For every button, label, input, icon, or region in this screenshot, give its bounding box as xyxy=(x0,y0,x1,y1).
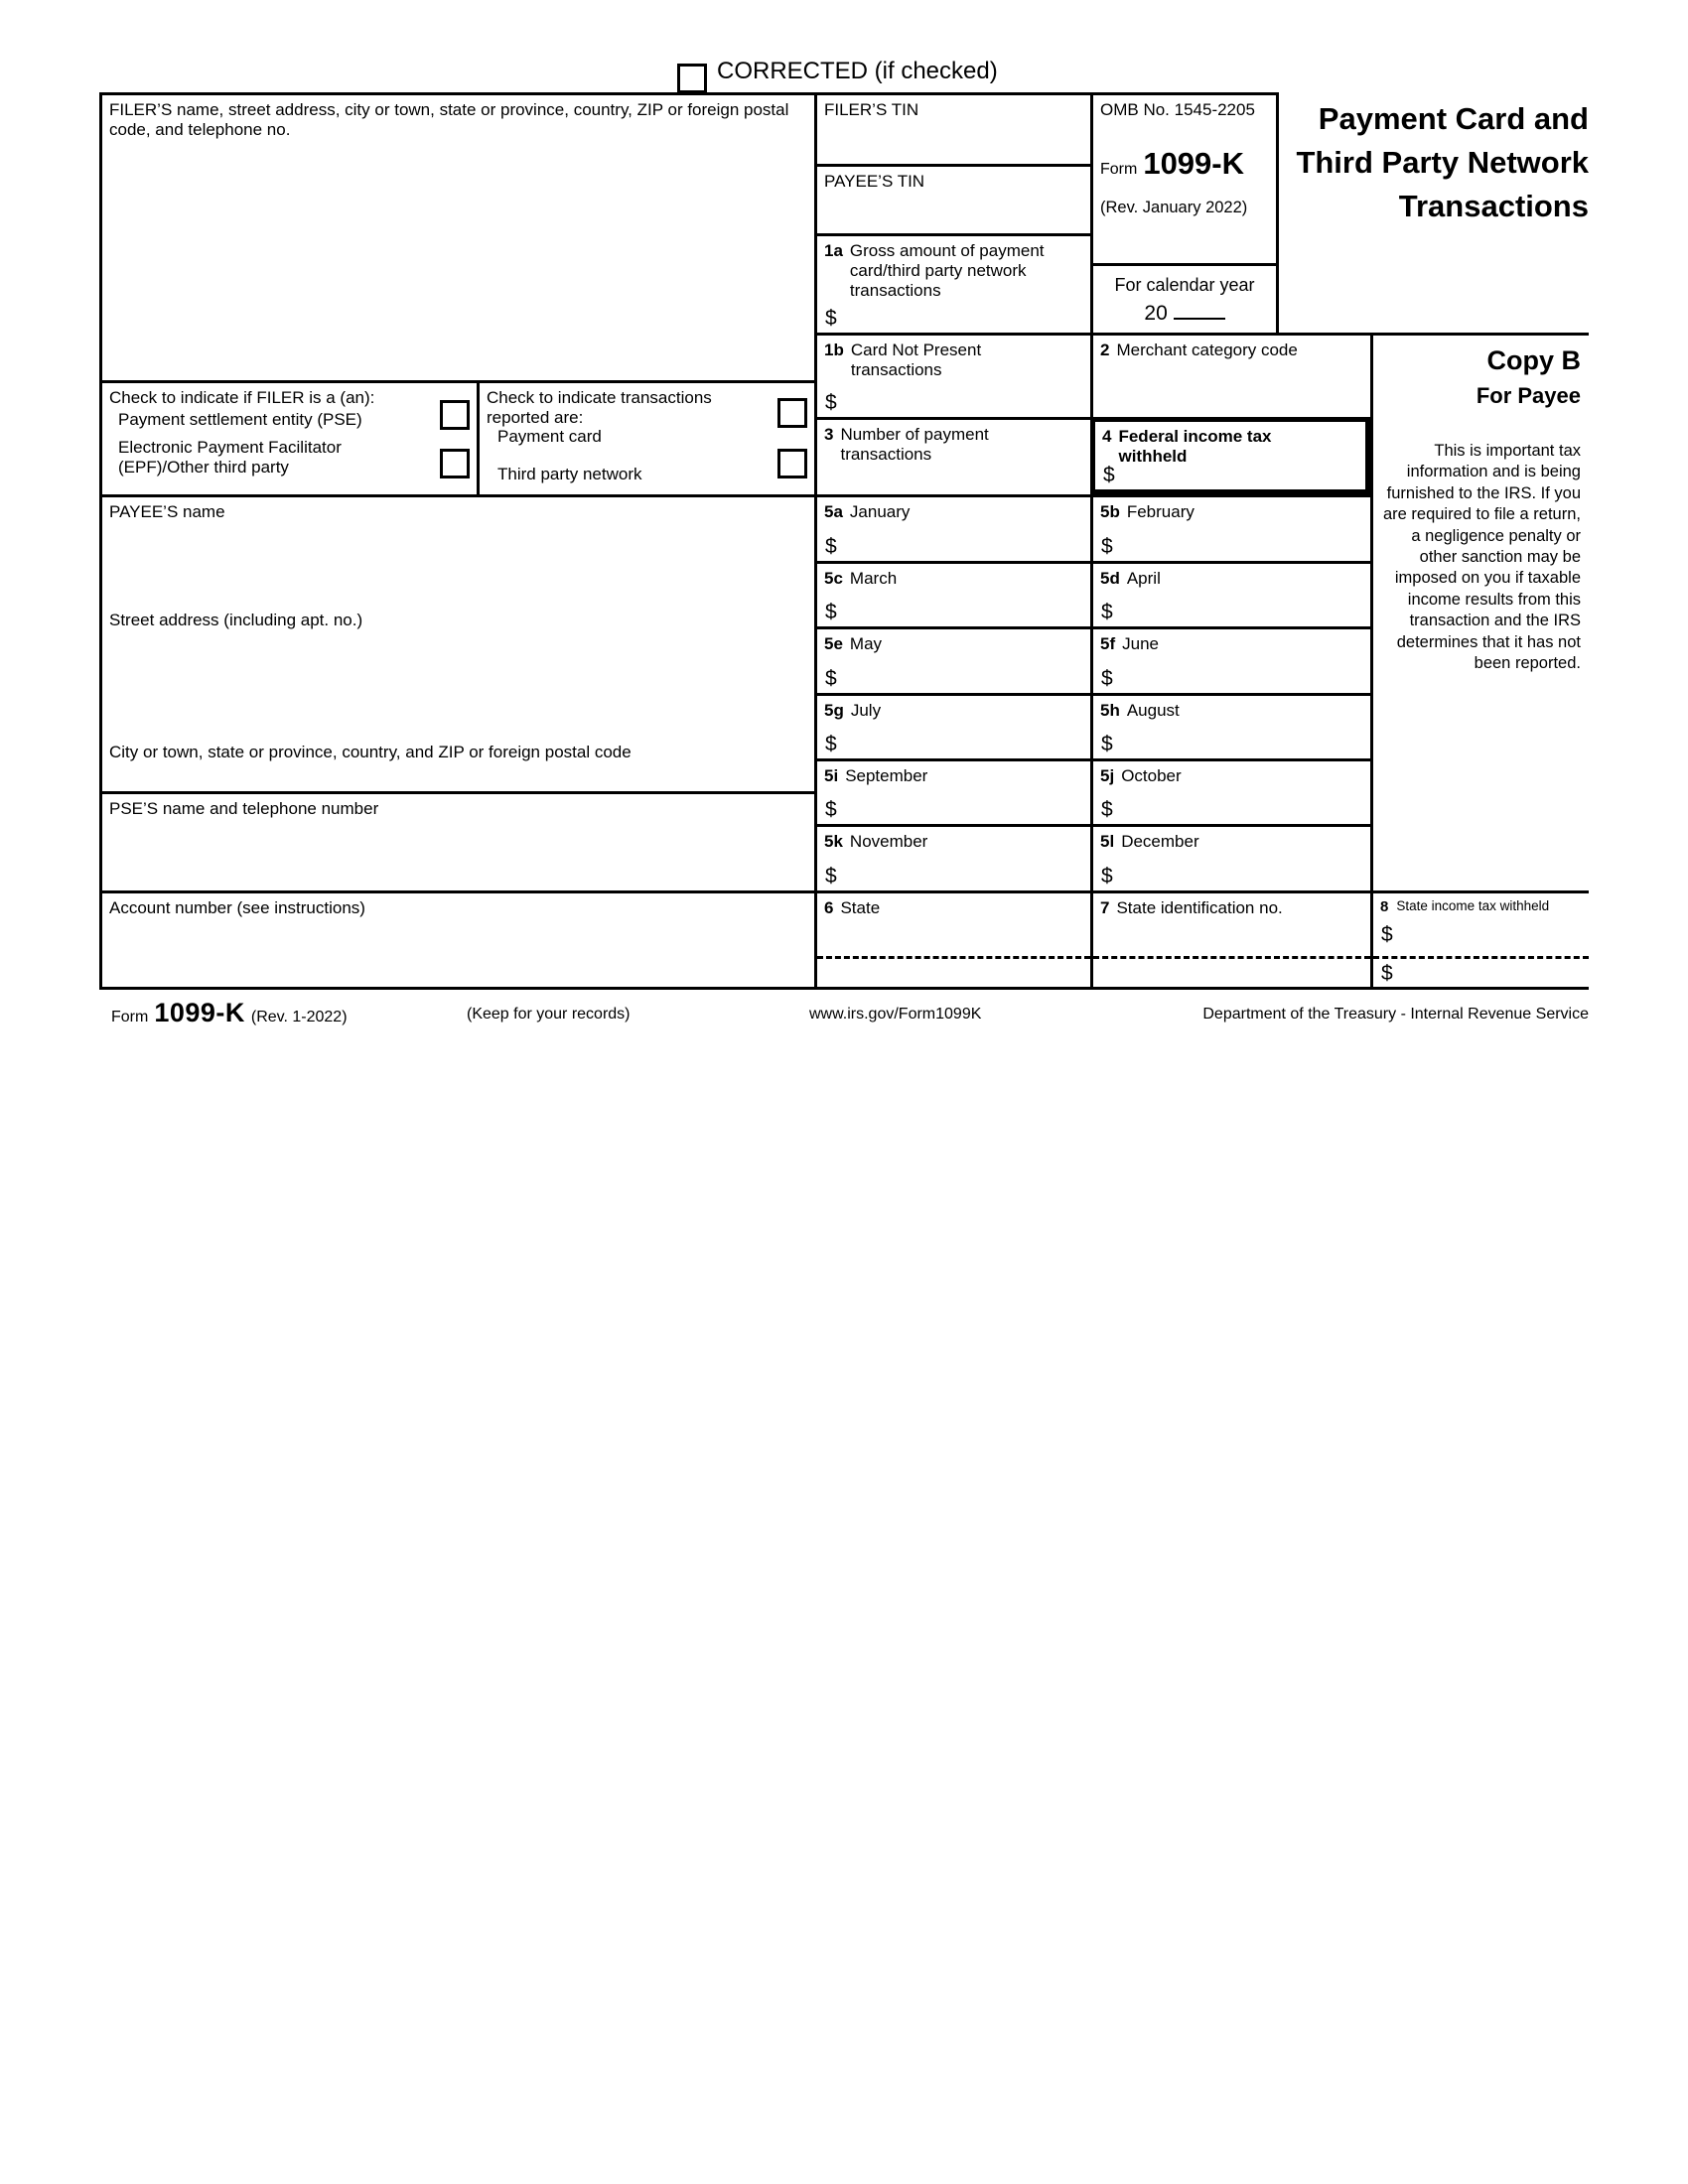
footer-form-revision: (Rev. 1-2022) xyxy=(250,1009,348,1025)
box-5k-label xyxy=(824,832,1083,852)
box-5c-march-field[interactable] xyxy=(814,561,1090,626)
box-4-number: 4 xyxy=(1102,427,1112,446)
box-5h-label xyxy=(1100,701,1363,721)
payment-card-label: Payment card xyxy=(497,427,602,446)
filer-type-heading: Check to indicate if FILER is a (an): xyxy=(109,388,375,407)
box-5f-number: 5f xyxy=(1100,634,1116,653)
box-8-dollar-sign-lower: $ xyxy=(1381,962,1393,985)
box-1b-dollar-sign: $ xyxy=(825,391,837,415)
box-5k-november-field[interactable] xyxy=(814,824,1090,890)
box-5h-number: 5h xyxy=(1100,701,1120,720)
box-2-text: Merchant category code xyxy=(1116,341,1298,359)
box-5e-label xyxy=(824,634,1083,654)
box-5l-label xyxy=(1100,832,1363,852)
box-5e-may-field[interactable] xyxy=(814,626,1090,693)
box-5c-label xyxy=(824,569,1083,589)
box-8-label xyxy=(1380,898,1582,916)
box-5d-dollar-sign: $ xyxy=(1101,601,1113,624)
pse-name-field[interactable] xyxy=(99,791,814,890)
box-5j-number: 5j xyxy=(1100,766,1115,785)
box-5c-number: 5c xyxy=(824,569,843,588)
epf-checkbox[interactable] xyxy=(440,449,470,478)
box-5b-label xyxy=(1100,502,1363,522)
payee-street-label: Street address (including apt. no.) xyxy=(109,611,363,629)
payee-address-section[interactable] xyxy=(99,494,814,791)
box-5j-text: October xyxy=(1121,766,1182,785)
box-5l-number: 5l xyxy=(1100,832,1115,851)
box-5i-text: September xyxy=(845,766,928,785)
box-3-number: 3 xyxy=(824,425,834,444)
box-5a-label xyxy=(824,502,1083,522)
pse-name-label: PSE’S name and telephone number xyxy=(109,799,379,818)
box-1a-gross-amount-field[interactable] xyxy=(814,233,1090,333)
box-5j-label xyxy=(1100,766,1363,786)
third-party-network-checkbox[interactable] xyxy=(777,449,807,478)
box-4-dollar-sign: $ xyxy=(1103,464,1115,487)
box-5g-text: July xyxy=(850,701,882,720)
account-number-label: Account number (see instructions) xyxy=(109,898,365,917)
payee-notice-text: This is important tax information and is being furnished to the IRS. If you are required to file a return, a negligence penalty or other sanction may be imposed on you if taxable income results from this transaction and the IRS determines that it has not been reported. xyxy=(1382,441,1581,673)
box-5k-text: November xyxy=(849,832,928,851)
box-5e-dollar-sign: $ xyxy=(825,667,837,691)
box-2-merchant-category-field[interactable] xyxy=(1090,333,1370,417)
box-8-number: 8 xyxy=(1380,898,1389,915)
epf-label: Electronic Payment Facilitator (EPF)/Other third party xyxy=(118,438,342,478)
payee-tin-label: PAYEE’S TIN xyxy=(824,172,925,191)
box-1a-number: 1a xyxy=(824,241,843,260)
footer-department: Department of the Treasury - Internal Revenue Service xyxy=(1202,1006,1589,1023)
box-5c-dollar-sign: $ xyxy=(825,601,837,624)
form-revision: (Rev. January 2022) xyxy=(1100,198,1248,216)
box-7-text: State identification no. xyxy=(1116,898,1283,917)
box-5g-july-field[interactable] xyxy=(814,693,1090,758)
box-5j-dollar-sign: $ xyxy=(1101,798,1113,822)
box-5d-text: April xyxy=(1126,569,1161,588)
state-row-dashed-divider xyxy=(1373,956,1589,959)
box-7-number: 7 xyxy=(1100,898,1110,917)
box-5h-dollar-sign: $ xyxy=(1101,733,1113,756)
omb-number: OMB No. 1545-2205 xyxy=(1100,100,1255,119)
box-5a-number: 5a xyxy=(824,502,843,521)
box-5d-label xyxy=(1100,569,1363,589)
form-word: Form xyxy=(1100,161,1138,179)
box-5i-september-field[interactable] xyxy=(814,758,1090,824)
box-5f-june-field[interactable] xyxy=(1090,626,1370,693)
footer-irs-url: www.irs.gov/Form1099K xyxy=(809,1006,982,1023)
box-1b-label xyxy=(824,341,1083,380)
filer-type-section xyxy=(99,380,477,494)
calendar-year-box xyxy=(1090,263,1279,333)
form-title: Payment Card and Third Party Network Transactions xyxy=(1296,101,1589,224)
filer-tin-label: FILER’S TIN xyxy=(824,100,919,119)
box-6-number: 6 xyxy=(824,898,834,917)
copy-b-section xyxy=(1370,333,1589,890)
box-5f-text: June xyxy=(1122,634,1159,653)
third-party-network-label: Third party network xyxy=(497,465,642,483)
pse-checkbox[interactable] xyxy=(440,400,470,430)
copy-b-heading: Copy B xyxy=(1486,345,1581,375)
filer-tin-field[interactable] xyxy=(814,92,1090,164)
box-3-text: Number of payment transactions xyxy=(840,425,989,465)
box-5a-text: January xyxy=(849,502,911,521)
box-8-state-tax-withheld-field[interactable] xyxy=(1370,890,1589,990)
calendar-year-label: For calendar year xyxy=(1114,275,1255,295)
box-4-label xyxy=(1102,427,1358,467)
payee-city-label: City or town, state or province, country, and ZIP or foreign postal code xyxy=(109,743,632,761)
box-5k-dollar-sign: $ xyxy=(825,865,837,888)
form-number: 1099-K xyxy=(1143,146,1245,182)
box-6-label xyxy=(824,898,1083,918)
box-5l-dollar-sign: $ xyxy=(1101,865,1113,888)
footer-form-number: 1099-K xyxy=(154,998,245,1027)
box-5a-january-field[interactable] xyxy=(814,494,1090,561)
box-4-text: Federal income tax withheld xyxy=(1118,427,1272,467)
box-5g-dollar-sign: $ xyxy=(825,733,837,756)
box-5h-august-field[interactable] xyxy=(1090,693,1370,758)
box-3-label xyxy=(824,425,1083,465)
box-5k-number: 5k xyxy=(824,832,843,851)
footer-keep-note: (Keep for your records) xyxy=(467,1006,631,1023)
calendar-year-century: 20 xyxy=(1144,302,1168,326)
box-5e-number: 5e xyxy=(824,634,843,653)
box-5d-april-field[interactable] xyxy=(1090,561,1370,626)
transactions-heading: Check to indicate transactions reported are: xyxy=(487,388,712,428)
box-5c-text: March xyxy=(849,569,898,588)
for-payee-heading: For Payee xyxy=(1476,382,1581,408)
footer-form-word: Form xyxy=(111,1009,149,1025)
box-7-label xyxy=(1100,898,1363,918)
box-5f-dollar-sign: $ xyxy=(1101,667,1113,691)
state-row-dashed-divider xyxy=(1093,956,1370,959)
box-5l-december-field[interactable] xyxy=(1090,824,1370,890)
box-5b-dollar-sign: $ xyxy=(1101,535,1113,559)
box-6-text: State xyxy=(840,898,881,917)
box-7-state-id-field[interactable] xyxy=(1090,890,1370,990)
footer-form-id xyxy=(111,998,348,1028)
box-5g-label xyxy=(824,701,1083,721)
filer-info-field[interactable] xyxy=(99,92,814,380)
box-1b-number: 1b xyxy=(824,341,844,359)
payment-card-checkbox[interactable] xyxy=(777,398,807,428)
account-number-field[interactable] xyxy=(99,890,814,990)
box-5g-number: 5g xyxy=(824,701,844,720)
transactions-type-section xyxy=(477,380,814,494)
box-1a-label xyxy=(824,241,1083,301)
box-5j-october-field[interactable] xyxy=(1090,758,1370,824)
payee-name-label: PAYEE’S name xyxy=(109,502,225,521)
box-1a-dollar-sign: $ xyxy=(825,307,837,331)
box-5l-text: December xyxy=(1121,832,1199,851)
box-5b-february-field[interactable] xyxy=(1090,494,1370,561)
box-2-label xyxy=(1100,341,1363,360)
filer-info-label: FILER’S name, street address, city or town, state or province, country, ZIP or foreign postal code, and telephone no. xyxy=(109,100,789,140)
corrected-label: CORRECTED (if checked) xyxy=(717,58,998,84)
box-6-state-field[interactable] xyxy=(814,890,1090,990)
box-3-number-of-transactions-field[interactable] xyxy=(814,417,1090,494)
box-4-federal-tax-withheld-field[interactable] xyxy=(1090,417,1370,494)
box-1b-text: Card Not Present transactions xyxy=(850,341,982,380)
box-8-text: State income tax withheld xyxy=(1396,898,1550,913)
box-1a-text: Gross amount of payment card/third party network transactions xyxy=(849,241,1045,301)
corrected-checkbox[interactable] xyxy=(677,64,707,93)
box-5f-label xyxy=(1100,634,1363,654)
calendar-year-blank[interactable] xyxy=(1174,300,1225,320)
state-row-dashed-divider xyxy=(817,956,1090,959)
box-5a-dollar-sign: $ xyxy=(825,535,837,559)
box-1b-card-not-present-field[interactable] xyxy=(814,333,1090,417)
box-5i-label xyxy=(824,766,1083,786)
box-5b-number: 5b xyxy=(1100,502,1120,521)
box-5i-number: 5i xyxy=(824,766,839,785)
payee-tin-field[interactable] xyxy=(814,164,1090,233)
pse-label: Payment settlement entity (PSE) xyxy=(118,410,362,429)
box-5h-text: August xyxy=(1126,701,1180,720)
box-5i-dollar-sign: $ xyxy=(825,798,837,822)
box-5b-text: February xyxy=(1126,502,1195,521)
box-5d-number: 5d xyxy=(1100,569,1120,588)
box-5e-text: May xyxy=(849,634,883,653)
box-2-number: 2 xyxy=(1100,341,1110,359)
box-8-dollar-sign-upper: $ xyxy=(1381,923,1393,946)
